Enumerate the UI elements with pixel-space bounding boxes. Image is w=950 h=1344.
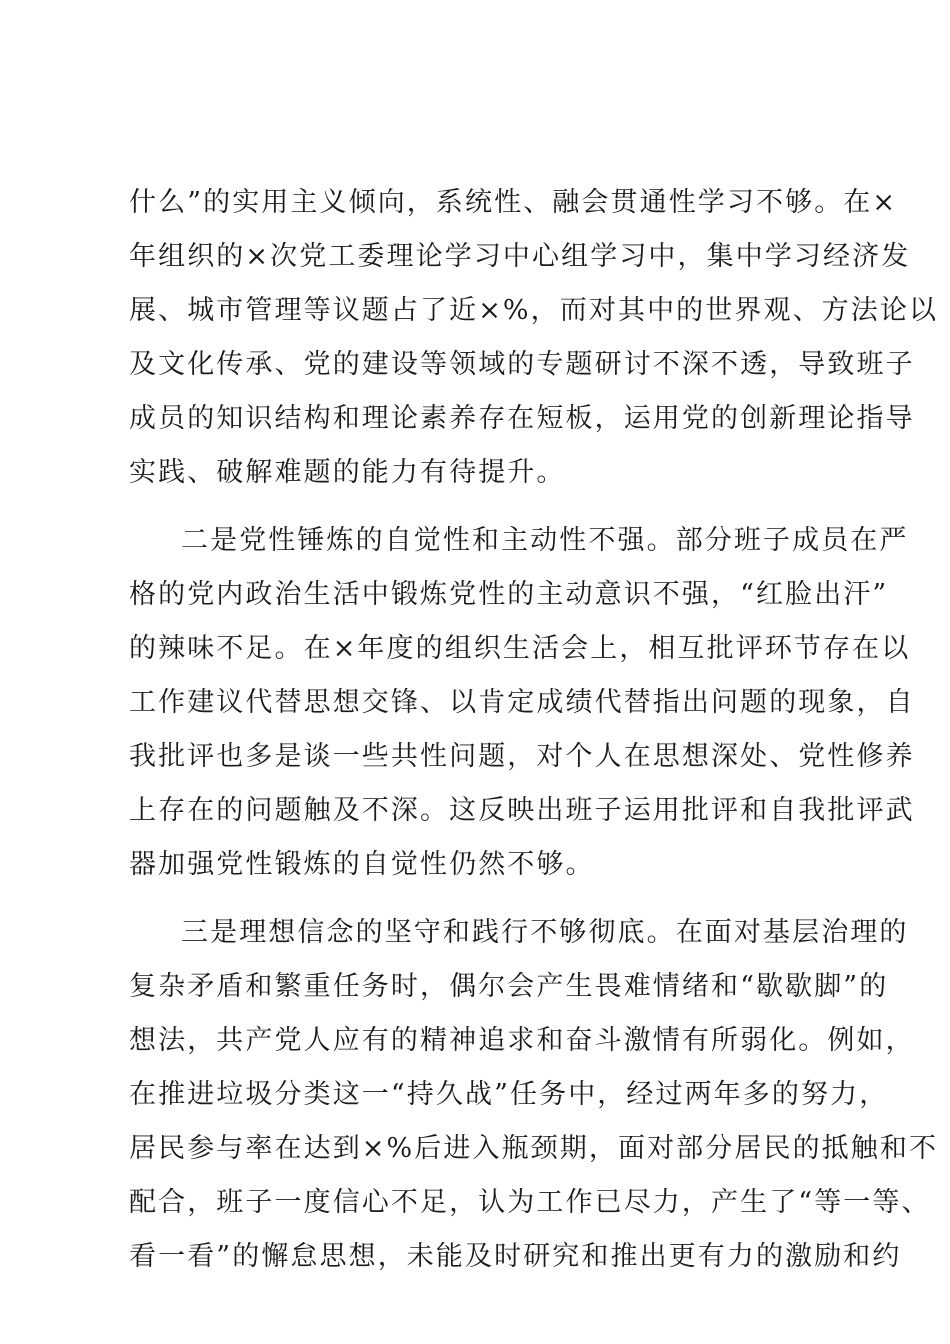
paragraph-2-line-5: 我批评也多是谈一些共性问题，对个人在思想深处、党性修养 — [129, 741, 915, 772]
paragraph-1-line-3: 展、城市管理等议题占了近×%，而对其中的世界观、方法论以 — [129, 295, 939, 326]
paragraph-1-line-4: 及文化传承、党的建设等领域的专题研讨不深不透，导致班子 — [129, 349, 915, 380]
paragraph-2-line-4: 工作建议代替思想交锋、以肯定成绩代替指出问题的现象，自 — [129, 687, 915, 718]
paragraph-3-line-4: 在推进垃圾分类这一“持久战”任务中，经过两年多的努力， — [129, 1079, 889, 1110]
paragraph-3-line-6: 配合，班子一度信心不足，认为工作已尽力，产生了“等一等、 — [129, 1187, 931, 1218]
paragraph-2-line-1: 二是党性锤炼的自觉性和主动性不强。部分班子成员在严 — [181, 525, 909, 556]
paragraph-3-line-3: 想法，共产党人应有的精神追求和奋斗激情有所弱化。例如， — [129, 1025, 915, 1056]
paragraph-3-line-1: 三是理想信念的坚守和践行不够彻底。在面对基层治理的 — [181, 917, 909, 948]
paragraph-1-line-2: 年组织的×次党工委理论学习中心组学习中，集中学习经济发 — [129, 241, 911, 272]
paragraph-1-line-6: 实践、破解难题的能力有待提升。 — [129, 457, 566, 488]
paragraph-3-line-7: 看一看”的懈怠思想，未能及时研究和推出更有力的激励和约 — [129, 1241, 902, 1272]
paragraph-2-line-3: 的辣味不足。在×年度的组织生活会上，相互批评环节存在以 — [129, 633, 911, 664]
paragraph-3-line-5: 居民参与率在达到×%后进入瓶颈期，面对部分居民的抵触和不 — [129, 1133, 939, 1164]
paragraph-1-line-1: 什么”的实用主义倾向，系统性、融会贯通性学习不够。在× — [129, 187, 898, 218]
paragraph-2-line-7: 器加强党性锻炼的自觉性仍然不够。 — [129, 849, 595, 880]
paragraph-1-line-5: 成员的知识结构和理论素养存在短板，运用党的创新理论指导 — [129, 403, 915, 434]
paragraph-3-line-2: 复杂矛盾和繁重任务时，偶尔会产生畏难情绪和“歇歇脚”的 — [129, 971, 889, 1002]
paragraph-2-line-6: 上存在的问题触及不深。这反映出班子运用批评和自我批评武 — [129, 795, 915, 826]
paragraph-2-line-2: 格的党内政治生活中锻炼党性的主动意识不强，“红脸出汗” — [129, 579, 889, 610]
